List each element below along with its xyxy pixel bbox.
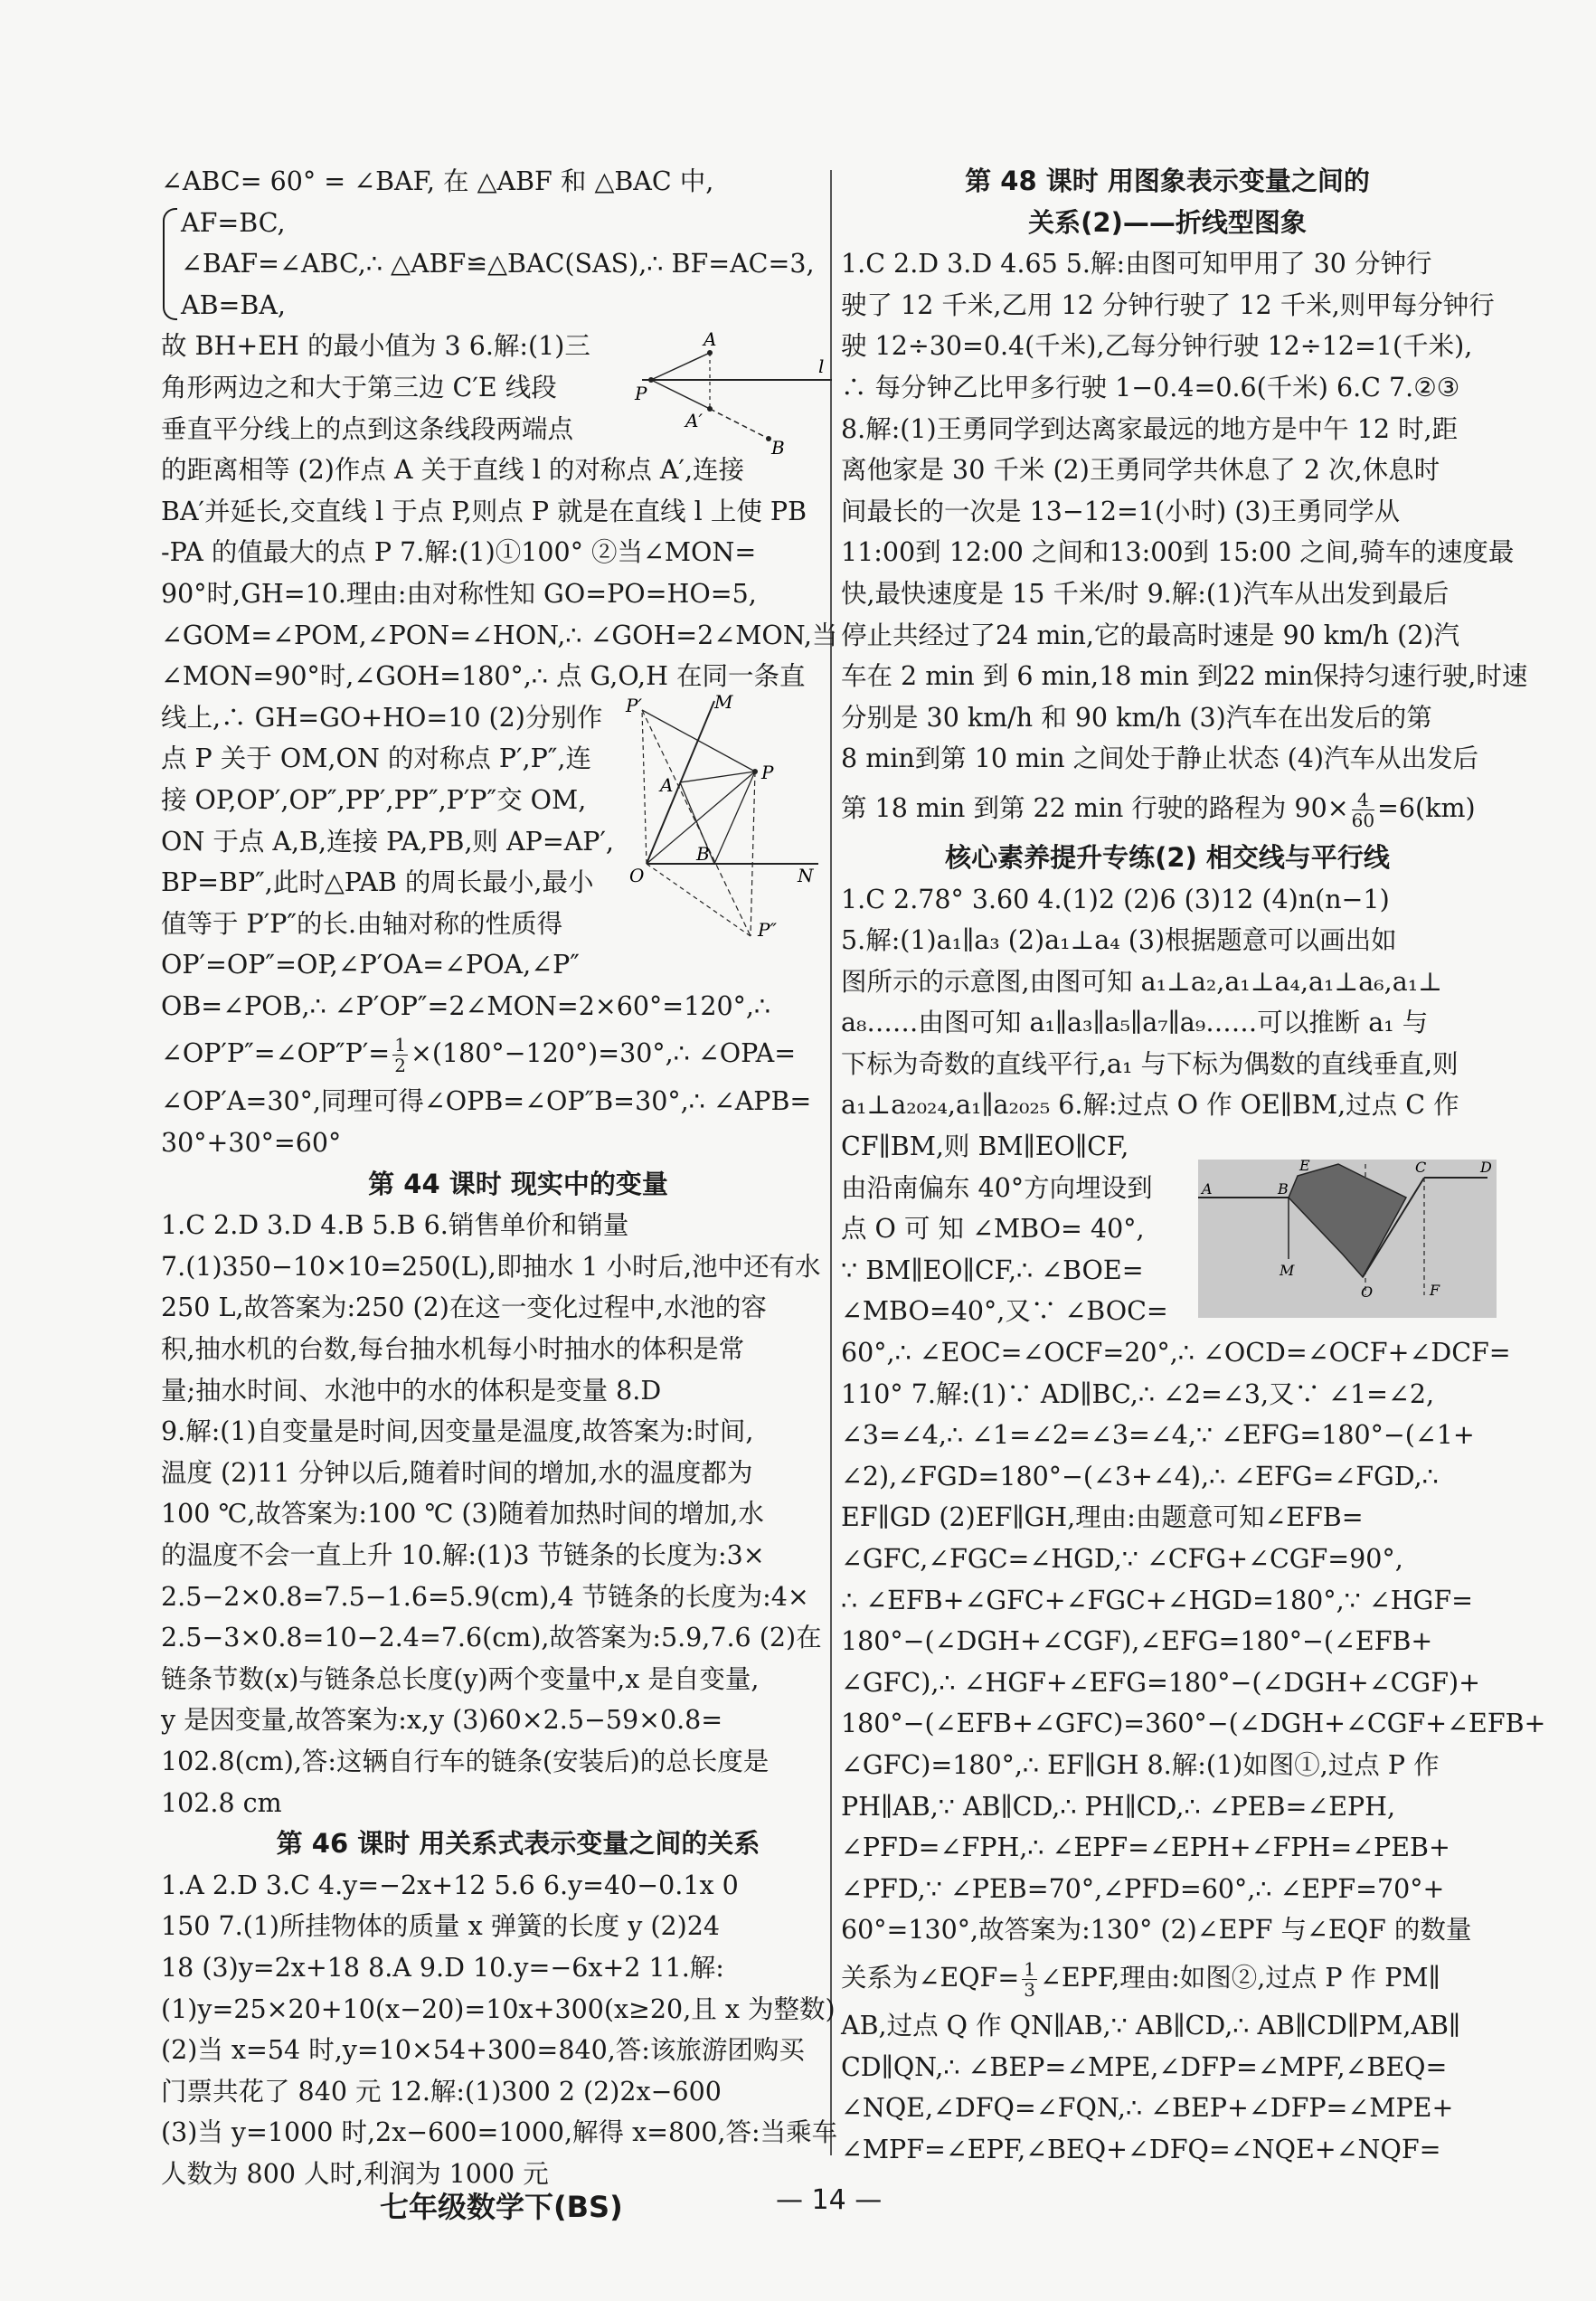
text-line: 驶了 12 千米,乙用 12 分钟行驶了 12 千米,则甲每分钟行	[841, 289, 1495, 320]
text-line: 102.8 cm	[161, 1787, 282, 1818]
text-line: ∠MPF=∠EPF,∠BEQ+∠DFQ=∠NQE+∠NQF=	[841, 2134, 1441, 2164]
label-p-double-prime: P″	[758, 919, 777, 941]
text-line: ∠NQE,∠DFQ=∠FQN,∴ ∠BEP+∠DFP=∠MPE+	[841, 2093, 1454, 2124]
label-a: A	[660, 774, 674, 796]
core-practice-heading: 核心素养提升专练(2) 相交线与平行线	[945, 841, 1390, 873]
label-c: C	[1415, 1160, 1427, 1176]
text-line: 的温度不会一直上升 10.解:(1)3 节链条的长度为:3×	[161, 1540, 765, 1570]
text-line: OP′=OP″=OP,∠P′OA=∠POA,∠P″	[161, 950, 580, 980]
text-line: 量;抽水时间、水池中的水的体积是变量 8.D	[161, 1375, 662, 1406]
text-line: 102.8(cm),答:这辆自行车的链条(安装后)的总长度是	[161, 1746, 770, 1776]
lesson-46-heading: 第 46 课时 用关系式表示变量之间的关系	[276, 1828, 760, 1860]
fraction-line	[161, 1027, 875, 1081]
text-line: ∵ BM∥EO∥CF,∴ ∠BOE=	[841, 1255, 1144, 1285]
text-line: 积,抽水机的台数,每台抽水机每小时抽水的体积是常	[161, 1334, 745, 1365]
label-a-prime: A′	[685, 410, 703, 431]
pipeline-figure	[1198, 1160, 1497, 1318]
text-line: 2.5−3×0.8=10−2.4=7.6(cm),故答案为:5.9,7.6 (2)在	[161, 1623, 822, 1653]
text-line: 2.5−2×0.8=7.5−1.6=5.9(cm),4 节链条的长度为:4×	[161, 1581, 809, 1612]
label-p: P	[761, 762, 774, 783]
text-segment: 第 18 min 到第 22 min 行驶的路程为 90×	[841, 792, 1349, 823]
label-a: A	[1202, 1180, 1213, 1198]
fraction	[392, 1035, 408, 1075]
fraction-denominator: 2	[394, 1055, 406, 1077]
fraction-denominator: 60	[1351, 809, 1375, 831]
text-block	[841, 2005, 1494, 2170]
text-line: ∴ ∠EFB+∠GFC+∠FGC+∠HGD=180°,∵ ∠HGF=	[841, 1585, 1473, 1615]
fraction-line	[841, 780, 1494, 838]
text-line: (2)当 x=54 时,y=10×54+300=840,答:该旅游团购买	[161, 2035, 805, 2066]
text-line: -PA 的值最大的点 P 7.解:(1)①100° ②当∠MON=	[161, 537, 757, 568]
text-line: 60°=130°,故答案为:130° (2)∠EPF 与∠EQF 的数量	[841, 1915, 1472, 1946]
text-line: ∠GOM=∠POM,∠PON=∠HON,∴ ∠GOH=2∠MON,当	[161, 620, 838, 650]
text-line: 图所示的示意图,由图可知 a₁⊥a₂,a₁⊥a₄,a₁⊥a₆,a₁⊥	[841, 966, 1442, 997]
text-line: ∠GFC),∴ ∠HGF+∠EFG=180°−(∠DGH+∠CGF)+	[841, 1667, 1480, 1698]
text-line: 离他家是 30 千米 (2)王勇同学共休息了 2 次,休息时	[841, 455, 1440, 486]
text-line: PH∥AB,∵ AB∥CD,∴ PH∥CD,∴ ∠PEB=∠EPH,	[841, 1791, 1396, 1822]
text-line: y 是因变量,故答案为:x,y (3)60×2.5−59×0.8=	[161, 1705, 723, 1736]
text-line: 180°−(∠EFB+∠GFC)=360°−(∠DGH+∠CGF+∠EFB+	[841, 1709, 1546, 1739]
text-line: 接 OP,OP′,OP″,PP′,PP″,P′P″交 OM,	[161, 784, 587, 815]
text-line: 下标为奇数的直线平行,a₁ 与下标为偶数的直线垂直,则	[841, 1048, 1459, 1079]
text-line: 由沿南偏东 40°方向埋设到	[841, 1172, 1153, 1203]
text-line: 垂直平分线上的点到这条线段两端点	[161, 413, 574, 444]
fraction-line	[841, 1951, 1494, 2005]
text-segment: =6(km)	[1377, 792, 1476, 823]
fraction-numerator: 1	[394, 1034, 406, 1056]
text-block	[841, 879, 1546, 1951]
label-p: P	[635, 383, 647, 404]
text-line: AB=BA,	[181, 289, 286, 320]
text-block	[841, 243, 1528, 780]
text-line: ∠PFD,∵ ∠PEB=70°,∠PFD=60°,∴ ∠EPF=70°+	[841, 1873, 1445, 1904]
text-line: ∠3=∠4,∴ ∠1=∠2=∠3=∠4,∵ ∠EFG=180°−(∠1+	[841, 1420, 1475, 1451]
text-line: ∠PFD=∠FPH,∴ ∠EPF=∠EPH+∠FPH=∠PEB+	[841, 1832, 1450, 1863]
label-l: l	[818, 355, 825, 377]
label-f: F	[1430, 1282, 1440, 1299]
label-o: O	[629, 865, 645, 886]
text-line: 150 7.(1)所挂物体的质量 x 弹簧的长度 y (2)24	[161, 1911, 721, 1942]
text-line: ∴ 每分钟乙比甲多行驶 1−0.4=0.6(千米) 6.C 7.②③	[841, 372, 1460, 402]
text-line: ∠MBO=40°,又∵ ∠BOC=	[841, 1296, 1168, 1327]
label-m: M	[1280, 1262, 1295, 1279]
text-line: 180°−(∠DGH+∠CGF),∠EFG=180°−(∠EFB+	[841, 1626, 1433, 1657]
text-block	[161, 1865, 875, 2195]
lesson-44-heading: 第 44 课时 现实中的变量	[368, 1168, 668, 1199]
text-line: ON 于点 A,B,连接 PA,PB,则 AP=AP′,	[161, 826, 614, 857]
fraction	[1352, 790, 1374, 830]
text-line: AF=BC,	[181, 207, 286, 238]
text-segment: 关系为∠EQF=	[841, 1962, 1020, 1993]
label-b: B	[696, 843, 710, 865]
page-number: — 14 —	[776, 2184, 883, 2216]
text-line: ∠BAF=∠ABC,∴ △ABF≌△BAC(SAS),∴ BF=AC=3,	[181, 249, 815, 279]
text-line: 1.C 2.78° 3.60 4.(1)2 (2)6 (3)12 (4)n(n−1)	[841, 884, 1390, 914]
text-line: 1.A 2.D 3.C 4.y=−2x+12 5.6 6.y=40−0.1x 0	[161, 1870, 739, 1900]
angle-mon-figure	[624, 692, 841, 945]
text-block	[161, 1205, 875, 1823]
text-line: 门票共花了 840 元 12.解:(1)300 2 (2)2x−600	[161, 2076, 722, 2107]
text-line: 线上,∴ GH=GO+HO=10 (2)分别作	[161, 702, 603, 733]
label-n: N	[798, 865, 814, 886]
text-line: 角形两边之和大于第三边 C′E 线段	[161, 372, 557, 402]
lesson-48-heading-2: 关系(2)——折线型图象	[1028, 206, 1307, 238]
text-line: 快,最快速度是 15 千米/时 9.解:(1)汽车从出发到最后	[841, 578, 1450, 609]
text-line: 5.解:(1)a₁∥a₃ (2)a₁⊥a₄ (3)根据题意可以画出如	[841, 925, 1397, 956]
text-line: ∠GFC,∠FGC=∠HGD,∵ ∠CFG+∠CGF=90°,	[841, 1544, 1403, 1574]
text-line: 值等于 P′P″的长.由轴对称的性质得	[161, 908, 563, 939]
text-line: 车在 2 min 到 6 min,18 min 到22 min保持匀速行驶,时速	[841, 661, 1528, 692]
text-line: 的距离相等 (2)作点 A 关于直线 l 的对称点 A′,连接	[161, 455, 745, 486]
text-line: 7.(1)350−10×10=250(L),即抽水 1 小时后,池中还有水	[161, 1251, 821, 1282]
text-line: a₁⊥a₂₀₂₄,a₁∥a₂₀₂₅ 6.解:过点 O 作 OE∥BM,过点 C 作	[841, 1090, 1459, 1121]
fraction-denominator: 3	[1024, 1978, 1035, 2001]
text-line: ∠OP′A=30°,同理可得∠OPB=∠OP″B=30°,∴ ∠APB=	[161, 1086, 812, 1117]
equation-system	[161, 203, 875, 327]
text-line: 点 P 关于 OM,ON 的对称点 P′,P″,连	[161, 743, 591, 774]
text-block	[161, 1081, 875, 1163]
text-line: 1.C 2.D 3.D 4.65 5.解:由图可知甲用了 30 分钟行	[841, 249, 1432, 279]
reflection-figure	[624, 326, 841, 461]
label-b: B	[771, 437, 785, 459]
text-line: 30°+30°=60°	[161, 1128, 342, 1159]
text-line: 60°,∴ ∠EOC=∠OCF=20°,∴ ∠OCD=∠OCF+∠DCF=	[841, 1338, 1511, 1368]
text-line: 温度 (2)11 分钟以后,随着时间的增加,水的温度都为	[161, 1457, 753, 1488]
text-line: AB,过点 Q 作 QN∥AB,∵ AB∥CD,∴ AB∥CD∥PM,AB∥	[841, 2010, 1461, 2041]
text-line: 间最长的一次是 13−12=1(小时) (3)王勇同学从	[841, 496, 1401, 526]
fraction	[1022, 1959, 1037, 2000]
text-line: 90°时,GH=10.理由:由对称性知 GO=PO=HO=5,	[161, 578, 757, 609]
text-line: a₈……由图可知 a₁∥a₃∥a₅∥a₇∥a₉……可以推断 a₁ 与	[841, 1008, 1429, 1038]
text-line: ∠ABC= 60° = ∠BAF, 在 △ABF 和 △BAC 中,	[161, 166, 714, 196]
label-d: D	[1480, 1160, 1492, 1176]
text-line: 分别是 30 km/h 和 90 km/h (3)汽车在出发后的第	[841, 702, 1432, 733]
text-line: 110° 7.解:(1)∵ AD∥BC,∴ ∠2=∠3,又∵ ∠1=∠2,	[841, 1378, 1435, 1409]
text-line: CD∥QN,∴ ∠BEP=∠MPE,∠DFP=∠MPF,∠BEQ=	[841, 2051, 1448, 2082]
text-line: 停止共经过了24 min,它的最高时速是 90 km/h (2)汽	[841, 620, 1459, 650]
text-segment: ×(180°−120°)=30°,∴ ∠OPA=	[410, 1038, 797, 1069]
text-line: BP=BP″,此时△PAB 的周长最小,最小	[161, 867, 594, 898]
text-line: 18 (3)y=2x+18 8.A 9.D 10.y=−6x+2 11.解:	[161, 1952, 724, 1983]
label-p-prime: P′	[626, 695, 642, 716]
text-line: 8 min到第 10 min 之间处于静止状态 (4)汽车从出发后	[841, 743, 1479, 774]
text-segment: ∠EPF,理由:如图②,过点 P 作 PM∥	[1039, 1962, 1440, 1993]
text-line: 11:00到 12:00 之间和13:00到 15:00 之间,骑车的速度最	[841, 537, 1515, 568]
text-line: 250 L,故答案为:250 (2)在这一变化过程中,水池的容	[161, 1293, 767, 1323]
text-line: 驶 12÷30=0.4(千米),乙每分钟行驶 12÷12=1(千米),	[841, 331, 1473, 362]
text-line: 100 ℃,故答案为:100 ℃ (3)随着加热时间的增加,水	[161, 1499, 764, 1529]
label-m: M	[714, 692, 733, 713]
fraction-numerator: 1	[1024, 1957, 1035, 1980]
text-line: 人数为 800 人时,利润为 1000 元	[161, 2158, 549, 2189]
footer-book-title: 七年级数学下(BS)	[380, 2190, 623, 2224]
label-o: O	[1361, 1283, 1374, 1301]
text-line: 故 BH+EH 的最小值为 3 6.解:(1)三	[161, 331, 590, 362]
text-segment: ∠OP′P″=∠OP″P′=	[161, 1038, 391, 1069]
text-line: 8.解:(1)王勇同学到达离家最远的地方是中午 12 时,距	[841, 413, 1459, 444]
label-b: B	[1278, 1180, 1289, 1198]
lesson-48-heading-1: 第 48 课时 用图象表示变量之间的	[965, 166, 1370, 196]
label-e: E	[1299, 1160, 1310, 1174]
text-line: BA′并延长,交直线 l 于点 P,则点 P 就是在直线 l 上使 PB	[161, 496, 807, 526]
text-line: (1)y=25×20+10(x−20)=10x+300(x≥20,且 x 为整数)	[161, 1993, 836, 2024]
text-line: 点 O 可 知 ∠MBO= 40°,	[841, 1214, 1145, 1245]
text-line: 链条节数(x)与链条总长度(y)两个变量中,x 是自变量,	[161, 1663, 760, 1694]
text-line: ∠2),∠FGD=180°−(∠3+∠4),∴ ∠EFG=∠FGD,∴	[841, 1461, 1439, 1491]
text-line: ∠GFC)=180°,∴ EF∥GH 8.解:(1)如图①,过点 P 作	[841, 1749, 1440, 1780]
text-line: EF∥GD (2)EF∥GH,理由:由题意可知∠EFB=	[841, 1502, 1364, 1533]
text-line: 1.C 2.D 3.D 4.B 5.B 6.销售单价和销量	[161, 1210, 629, 1241]
text-line: ∠MON=90°时,∠GOH=180°,∴ 点 G,O,H 在同一条直	[161, 661, 806, 692]
label-a: A	[704, 328, 717, 350]
text-line: OB=∠POB,∴ ∠P′OP″=2∠MON=2×60°=120°,∴	[161, 990, 771, 1021]
text-line: (3)当 y=1000 时,2x−600=1000,解得 x=800,答:当乘车	[161, 2117, 838, 2148]
text-line: CF∥BM,则 BM∥EO∥CF,	[841, 1132, 1129, 1162]
text-line: 9.解:(1)自变量是时间,因变量是温度,故答案为:时间,	[161, 1416, 754, 1447]
fraction-numerator: 4	[1352, 790, 1374, 810]
left-column	[161, 161, 875, 2195]
